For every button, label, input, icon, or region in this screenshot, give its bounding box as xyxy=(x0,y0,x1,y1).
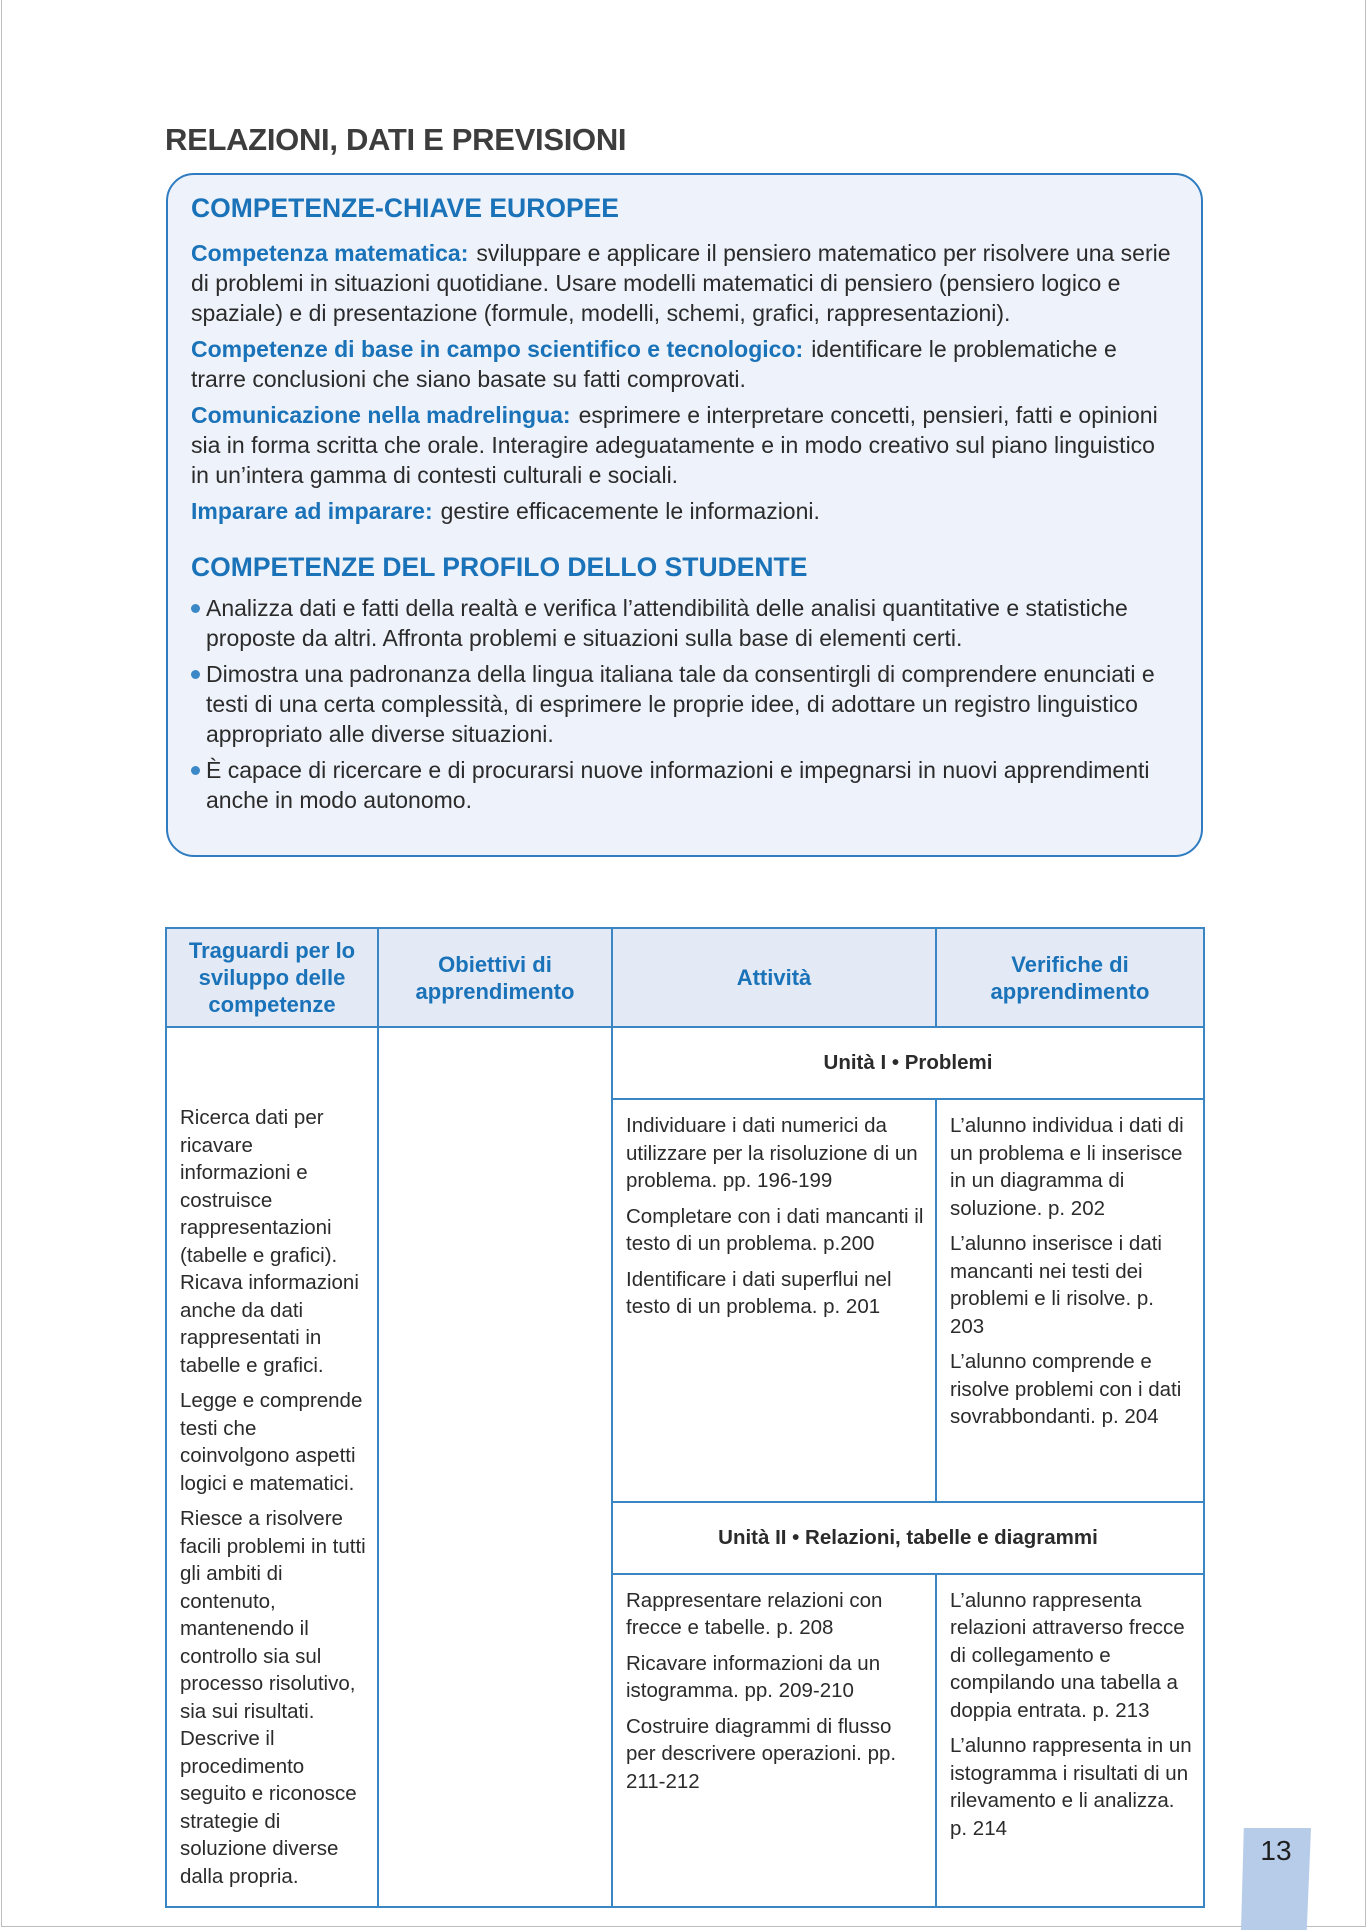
curriculum-table xyxy=(165,927,1205,1908)
assessment-item: L’alunno rappresenta in un istogramma i risultati di un rilevamento e li analizza. p. 214 xyxy=(950,1734,1192,1840)
competence-text: identificare le problematiche e trarre conclusioni che siano basate su fatti comprovati. xyxy=(191,336,1117,392)
verifiche-cell xyxy=(936,1099,1204,1502)
list-item: Dimostra una padronanza della lingua italiana tale da consentirgli di comprendere enunciati e testi di una certa complessità, di esprimere le proprie idee, di adottare un registro linguistico appropriato alle diverse situazioni. xyxy=(191,659,1177,749)
page-number: 13 xyxy=(1260,1835,1292,1866)
bullet-icon xyxy=(191,604,200,613)
unit-title: Unità I • Problemi xyxy=(612,1027,1204,1099)
bullet-icon xyxy=(191,670,200,679)
header-verifiche: Verifiche di apprendimento xyxy=(936,928,1204,1027)
competence-name: Comunicazione nella madrelingua: xyxy=(191,402,571,428)
traguardo-item: Legge e comprende testi che coinvolgono aspetti logici e matematici. xyxy=(180,1389,363,1495)
verifiche-cell xyxy=(936,1574,1204,1907)
student-profile-list xyxy=(191,593,1177,815)
assessment-item: L’alunno comprende e risolve problemi con i dati sovrabbondanti. p. 204 xyxy=(950,1350,1182,1429)
competences-box xyxy=(166,173,1203,857)
competence-mathematics xyxy=(191,238,1177,328)
key-competences-heading: COMPETENZE-CHIAVE EUROPEE xyxy=(191,193,619,223)
traguardo-item: Ricerca dati per ricavare informazioni e costruisce rappresentazioni (tabelle e grafici). Ricava informazioni anche da dati rappresentati in tabelle e grafici. xyxy=(180,1106,359,1377)
assessment-item: L’alunno individua i dati di un problema e li inserisce in un diagramma di soluzione. p. 202 xyxy=(950,1114,1184,1220)
competence-text: gestire efficacemente le informazioni. xyxy=(440,498,820,524)
competence-name: Competenze di base in campo scientifico e tecnologico: xyxy=(191,336,804,362)
assessment-item: L’alunno rappresenta relazioni attraverso frecce di collegamento e compilando una tabella a doppia entrata. p. 213 xyxy=(950,1588,1185,1722)
header-traguardi: Traguardi per lo sviluppo delle competenze xyxy=(166,928,378,1027)
list-item: Analizza dati e fatti della realtà e verifica l’attendibilità delle analisi quantitative e statistiche proposte da altri. Affronta problemi e situazioni sulla base di elementi certi. xyxy=(191,593,1177,653)
activity-item: Identificare i dati superflui nel testo di un problema. p. 201 xyxy=(626,1267,892,1319)
activity-item: Costruire diagrammi di flusso per descrivere operazioni. pp. 211-212 xyxy=(626,1714,897,1793)
traguardo-item: Riesce a risolvere facili problemi in tutti gli ambiti di contenuto, mantenendo il controllo sia sul processo risolutivo, sia sui risultati. Descrive il procedimento seguito e riconosce strategie di soluzione diverse dalla propria. xyxy=(180,1507,366,1888)
table-header-row xyxy=(166,928,1204,1027)
page-title: RELAZIONI, DATI E PREVISIONI xyxy=(165,122,627,157)
list-item: È capace di ricercare e di procurarsi nuove informazioni e impegnarsi in nuovi apprendimenti anche in modo autonomo. xyxy=(191,755,1177,815)
bullet-icon xyxy=(191,766,200,775)
competence-name: Competenza matematica: xyxy=(191,240,469,266)
attivita-cell xyxy=(612,1574,936,1907)
assessment-item: L’alunno inserisce i dati mancanti nei testi dei problemi e li risolve. p. 203 xyxy=(950,1232,1162,1338)
competence-learning-to-learn xyxy=(191,496,1177,526)
obiettivi-cell xyxy=(378,1027,612,1907)
competence-text: esprimere e interpretare concetti, pensieri, fatti e opinioni sia in forma scritta che orale. Interagire adeguatamente e in modo creativo sul piano linguistico in un’intera gamma di contesti culturali e sociali. xyxy=(191,402,1158,488)
table-row xyxy=(166,1027,1204,1099)
unit-title: Unità II • Relazioni, tabelle e diagrammi xyxy=(612,1502,1204,1574)
header-obiettivi: Obiettivi di apprendimento xyxy=(378,928,612,1027)
competence-text: sviluppare e applicare il pensiero matematico per risolvere una serie di problemi in situazioni quotidiane. Usare modelli matematici di pensiero (pensiero logico e spaziale) e di presentazione (formule, modelli, schemi, grafici, rappresentazioni). xyxy=(191,240,1171,326)
activity-item: Ricavare informazioni da un istogramma. pp. 209-210 xyxy=(626,1651,881,1703)
activity-item: Rappresentare relazioni con frecce e tabelle. p. 208 xyxy=(626,1588,883,1640)
activity-item: Completare con i dati mancanti il testo di un problema. p.200 xyxy=(626,1204,924,1256)
competence-mother-tongue xyxy=(191,400,1177,490)
student-profile-heading: COMPETENZE DEL PROFILO DELLO STUDENTE xyxy=(191,552,808,582)
traguardi-cell xyxy=(166,1027,378,1907)
competence-science-tech xyxy=(191,334,1177,394)
header-attivita: Attività xyxy=(612,928,936,1027)
competence-name: Imparare ad imparare: xyxy=(191,498,433,524)
activity-item: Individuare i dati numerici da utilizzare per la risoluzione di un problema. pp. 196-199 xyxy=(626,1114,918,1193)
attivita-cell xyxy=(612,1099,936,1502)
